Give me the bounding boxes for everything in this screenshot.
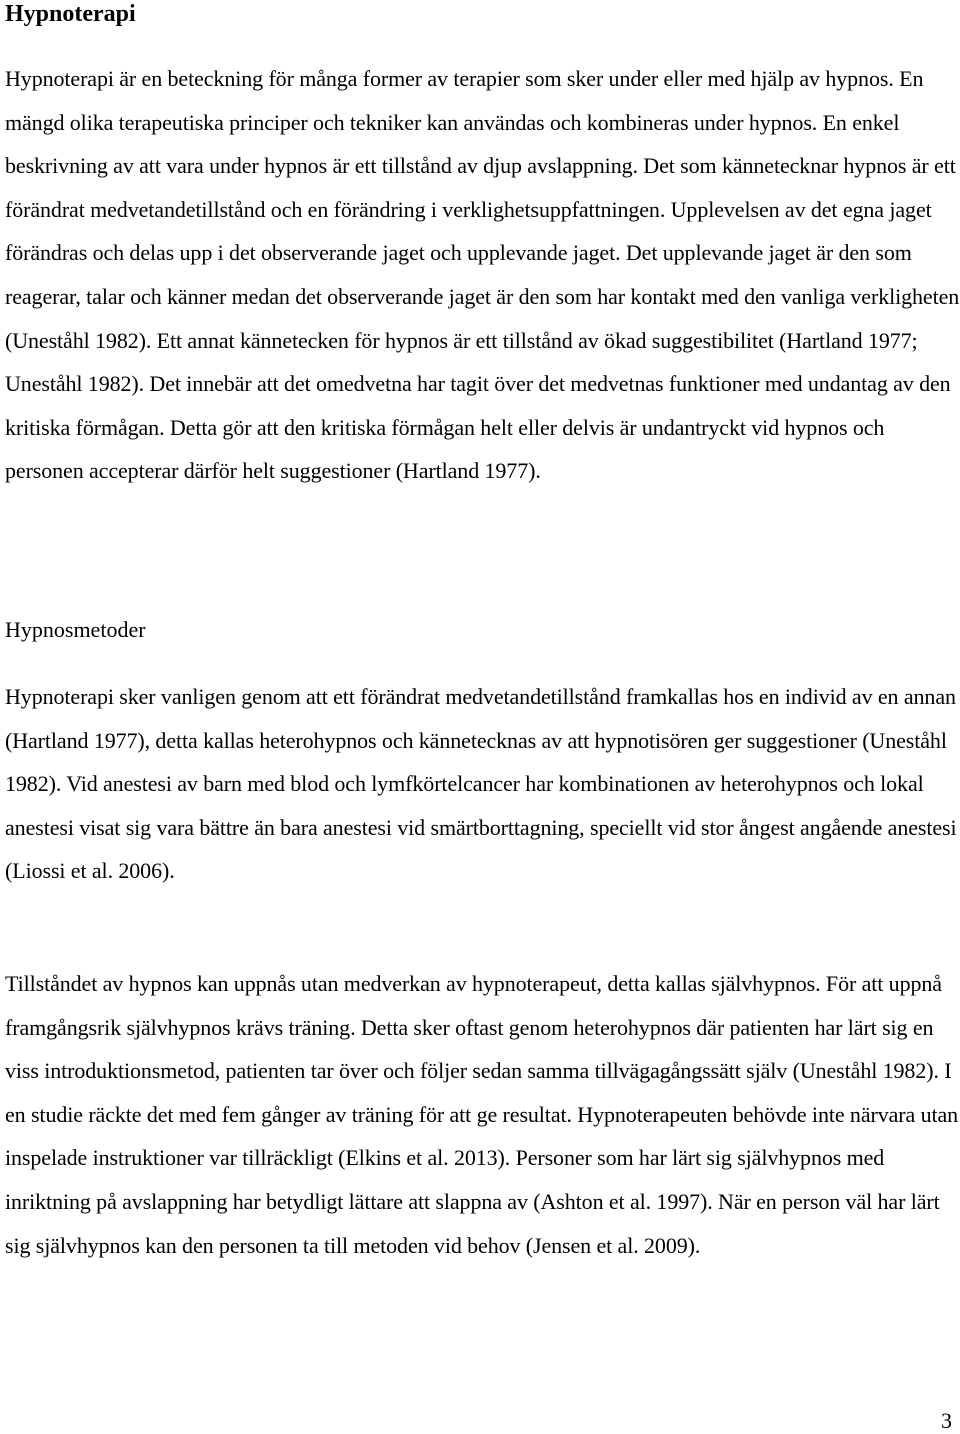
body-paragraph-methods: Hypnoterapi sker vanligen genom att ett förändrat medvetandetillstånd framkallas hos en individ av en annan (Hartland 1977), detta kallas heterohypnos och kännetecknas av att hypnotisören ger suggestioner (Uneståhl 1982). Vid anestesi av barn med blod och lymfkörtelcancer har kombinationen av heterohypnos och lokal anestesi visat sig vara bättre än bara anestesi vid smärtborttagning, speciellt vid stor ångest angående anestesi (Liossi et al. 2006). — [5, 684, 957, 884]
section-heading: Hypnosmetoder — [5, 617, 146, 642]
page-title: Hypnoterapi — [5, 1, 136, 27]
body-paragraph-intro: Hypnoterapi är en beteckning för många former av terapier som sker under eller med hjälp av hypnos. En mängd olika terapeutiska principer och tekniker kan användas och kombineras under hypnos. En enkel beskrivning av att vara under hypnos är ett tillstånd av djup avslappning. Det som kännetecknar hypnos är ett förändrat medvetandetillstånd och en förändring i verklighetsuppfattningen. Upplevelsen av det egna jaget förändras och delas upp i det observerande jaget och upplevande jaget. Det upplevande jaget är den som reagerar, talar och känner medan det observerande jaget är den som har kontakt med den vanliga verkligheten (Uneståhl 1982). Ett annat kännetecken för hypnos är ett tillstånd av ökad suggestibilitet (Hartland 1977; Uneståhl 1982). Det innebär att det omedvetna har tagit över det medvetnas funktioner med undantag av den kritiska förmågan. Detta gör att den kritiska förmågan helt eller delvis är undantryckt vid hypnos och personen accepterar därför helt suggestioner (Hartland 1977). — [5, 66, 960, 484]
body-paragraph-selfhypnosis: Tillståndet av hypnos kan uppnås utan medverkan av hypnoterapeut, detta kallas självhypnos. För att uppnå framgångsrik självhypnos krävs träning. Detta sker oftast genom heterohypnos där patienten har lärt sig en viss introduktionsmetod, patienten tar över och följer sedan samma tillvägagångssätt själv (Uneståhl 1982). I en studie räckte det med fem gånger av träning för att ge resultat. Hypnoterapeuten behövde inte närvara utan inspelade instruktioner var tillräckligt (Elkins et al. 2013). Personer som har lärt sig självhypnos med inriktning på avslappning har betydligt lättare att slappna av (Ashton et al. 1997). När en person väl har lärt sig självhypnos kan den personen ta till metoden vid behov (Jensen et al. 2009). — [5, 971, 959, 1258]
page-number: 3 — [941, 1408, 952, 1433]
